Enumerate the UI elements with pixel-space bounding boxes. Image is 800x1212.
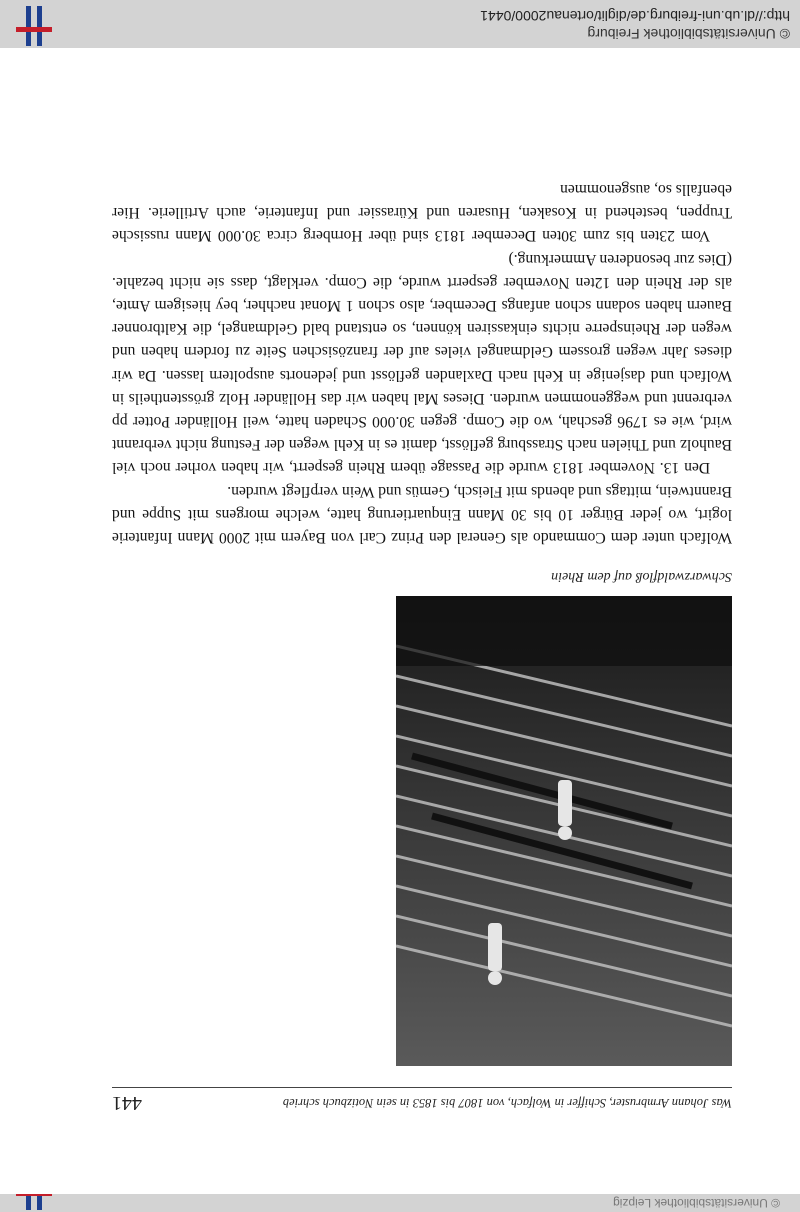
paragraph: Vom 23ten bis zum 30ten December 1813 sind über Hornberg circa 30.000 Mann russische Truppen, bestehend in Kosaken, Husaren und Kürassier und Infanterie, auch Artillerie. Hier ebenfalls so, ausgenommen <box>112 180 732 245</box>
running-header <box>112 1087 732 1114</box>
paragraph: Den 13. November 1813 wurde die Passage übern Rhein gesperrt, wir haben vorher noch viel Bauholz und Thielen nach Strassburg geflösst, damit es in Kehl wegen der Festung nicht verbrannt wird, wie es 1796 geschah, wo die Comp. gegen 30.000 Schaden hatte, weil Holländer Potter pp verbrennt und weggenommen wurden. Dieses Mal haben wir das Holländer Holz grösstentheils in Wolfach und dasjenige in Kehl nach Daxlanden geflösst und jedenorts auspoltern lassen. Da wir dieses Jahr wegen grossem Geldmangel vieles auf der französischen Seite zu fordern haben und wegen der Rheinsperre nichts einkassiren können, so entstand bald Geldmangel, die Kaltbronner Bauern haben sodann schon anfangs December, also schon 1 Monat nachher, bey hiesigem Amte, als der Rhein den 12ten November gesperrt wurde, die Comp. verklagt, dass sie nicht bezahle. (Dies zur besonderen Ammerkung.) <box>112 250 732 477</box>
photo-caption: Schwarzwaldfloß auf dem Rhein <box>551 569 732 584</box>
viewer-header-bar <box>0 0 800 48</box>
page-content <box>112 180 732 1114</box>
scanned-page <box>0 48 800 1194</box>
paragraph: Wolfach unter dem Commando als General den Prinz Carl von Bayern mit 2000 Mann Infanterie logirt, wo jeder Bürger 10 bis 30 Mann Einquartierung hatte, welche morgens mit Suppe und Branntwein, mittags und abends mit Fleisch, Gemüs und Wein verpflegt wurden. <box>112 482 732 546</box>
running-head-text: Was Johann Armbruster, Schiffer in Wolfach, von 1807 bis 1853 in sein Notizbuch schrieb <box>282 1096 732 1110</box>
library-logo-icon <box>16 6 52 46</box>
library-logo-icon <box>16 1194 52 1210</box>
viewer-footer-bar <box>0 1194 800 1212</box>
page-number: 441 <box>112 1092 142 1114</box>
permalink-url[interactable]: http://dl.ub.uni-freiburg.de/diglit/ortenau2000/0441 <box>480 8 790 24</box>
footer-credit: © Universitätsbibliothek Leipzig <box>613 1196 780 1210</box>
body-text <box>112 178 732 549</box>
credit-text: © Universitätsbibliothek Freiburg <box>587 26 790 42</box>
raft-photo <box>396 596 732 1066</box>
